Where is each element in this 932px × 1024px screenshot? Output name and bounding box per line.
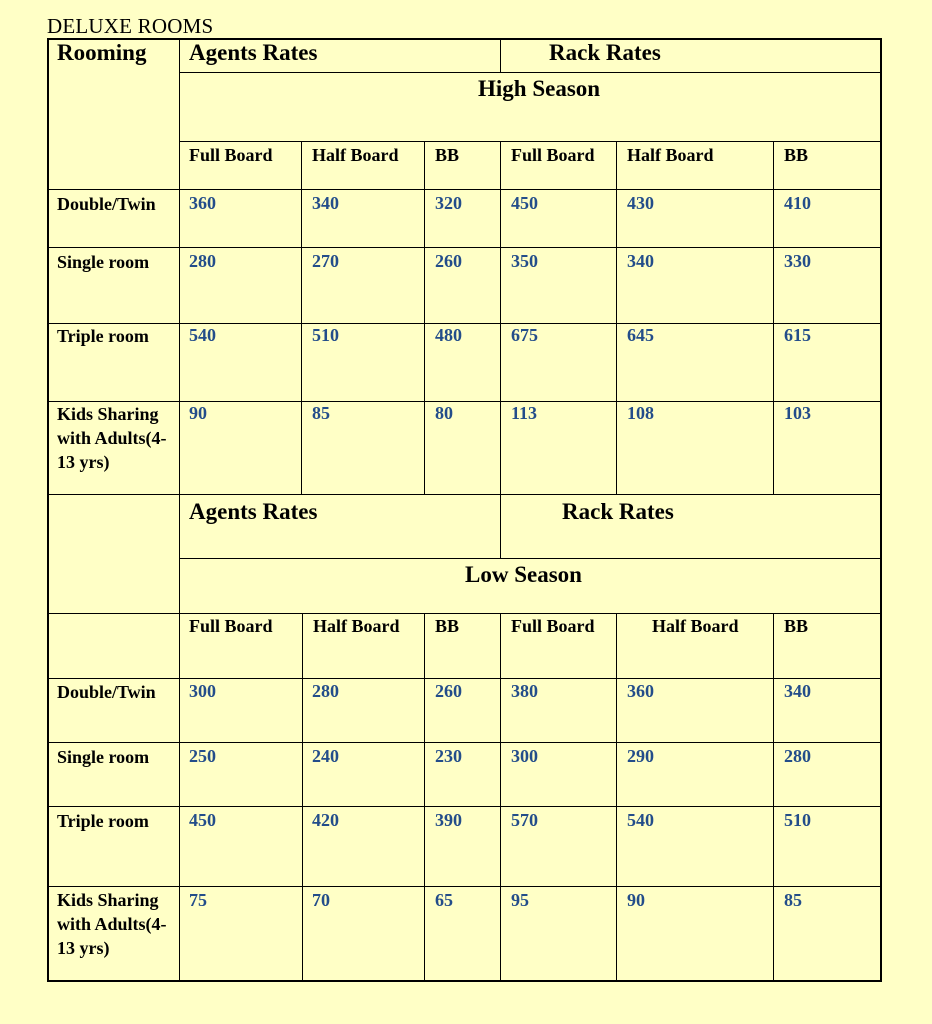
rack-rates-header: Rack Rates [562, 499, 674, 524]
col-header: Full Board [511, 145, 595, 165]
rooming-header: Rooming [57, 40, 147, 65]
row-label: Double/Twin [57, 682, 156, 702]
rate-value: 85 [312, 403, 330, 423]
rate-value: 320 [435, 193, 462, 213]
low-season-label: Low Season [465, 562, 582, 587]
rate-value: 65 [435, 890, 453, 910]
row-label: Single room [57, 747, 150, 767]
rate-value: 280 [189, 251, 216, 271]
col-header: Half Board [652, 616, 739, 636]
rate-value: 340 [784, 681, 811, 701]
col-header: BB [435, 616, 460, 636]
rate-value: 300 [511, 746, 538, 766]
rate-value: 300 [189, 681, 216, 701]
rate-value: 540 [627, 810, 654, 830]
rate-value: 250 [189, 746, 216, 766]
rate-value: 430 [627, 193, 654, 213]
rate-value: 350 [511, 251, 538, 271]
rate-value: 340 [627, 251, 654, 271]
page-title: DELUXE ROOMS [47, 14, 214, 38]
rates-table [47, 38, 882, 982]
rate-value: 290 [627, 746, 654, 766]
rate-value: 380 [511, 681, 538, 701]
rate-value: 260 [435, 681, 462, 701]
rack-rates-header: Rack Rates [549, 40, 661, 65]
rate-value: 70 [312, 890, 330, 910]
rate-value: 113 [511, 403, 538, 423]
rate-value: 280 [784, 746, 811, 766]
row-label: Double/Twin [57, 194, 156, 214]
col-header: BB [784, 145, 809, 165]
rate-value: 480 [435, 325, 462, 345]
rate-value: 85 [784, 890, 802, 910]
rate-value: 360 [189, 193, 216, 213]
rate-value: 330 [784, 251, 811, 271]
col-header: BB [784, 616, 809, 636]
rate-value: 230 [435, 746, 462, 766]
rate-value: 390 [435, 810, 462, 830]
col-header: Half Board [627, 145, 714, 165]
rate-value: 75 [189, 890, 207, 910]
rate-value: 80 [435, 403, 453, 423]
rate-value: 240 [312, 746, 339, 766]
rate-value: 510 [312, 325, 339, 345]
rate-value: 410 [784, 193, 811, 213]
col-header: Full Board [511, 616, 595, 636]
rate-value: 90 [627, 890, 645, 910]
rate-value: 90 [189, 403, 207, 423]
rate-value: 360 [627, 681, 654, 701]
rate-value: 270 [312, 251, 339, 271]
rate-value: 675 [511, 325, 538, 345]
rate-value: 450 [189, 810, 216, 830]
rate-value: 540 [189, 325, 216, 345]
high-season-label: High Season [478, 76, 601, 101]
rate-value: 340 [312, 193, 339, 213]
row-label: Triple room [57, 811, 149, 831]
row-label: Kids Sharing with Adults(4-13 yrs) [57, 404, 167, 472]
rate-value: 103 [784, 403, 811, 423]
row-label: Triple room [57, 326, 149, 346]
rate-value: 95 [511, 890, 529, 910]
rate-value: 260 [435, 251, 462, 271]
row-label: Kids Sharing with Adults(4-13 yrs) [57, 890, 167, 958]
agents-rates-header: Agents Rates [189, 40, 318, 65]
col-header: Half Board [313, 616, 400, 636]
rate-value: 420 [312, 810, 339, 830]
rate-value: 450 [511, 193, 538, 213]
row-label: Single room [57, 252, 150, 272]
col-header: BB [435, 145, 460, 165]
rate-value: 510 [784, 810, 811, 830]
col-header: Full Board [189, 145, 273, 165]
rate-value: 280 [312, 681, 339, 701]
col-header: Full Board [189, 616, 273, 636]
rate-value: 108 [627, 403, 654, 423]
agents-rates-header: Agents Rates [189, 499, 318, 524]
rate-value: 615 [784, 325, 811, 345]
rate-value: 645 [627, 325, 654, 345]
col-header: Half Board [312, 145, 399, 165]
rate-value: 570 [511, 810, 538, 830]
